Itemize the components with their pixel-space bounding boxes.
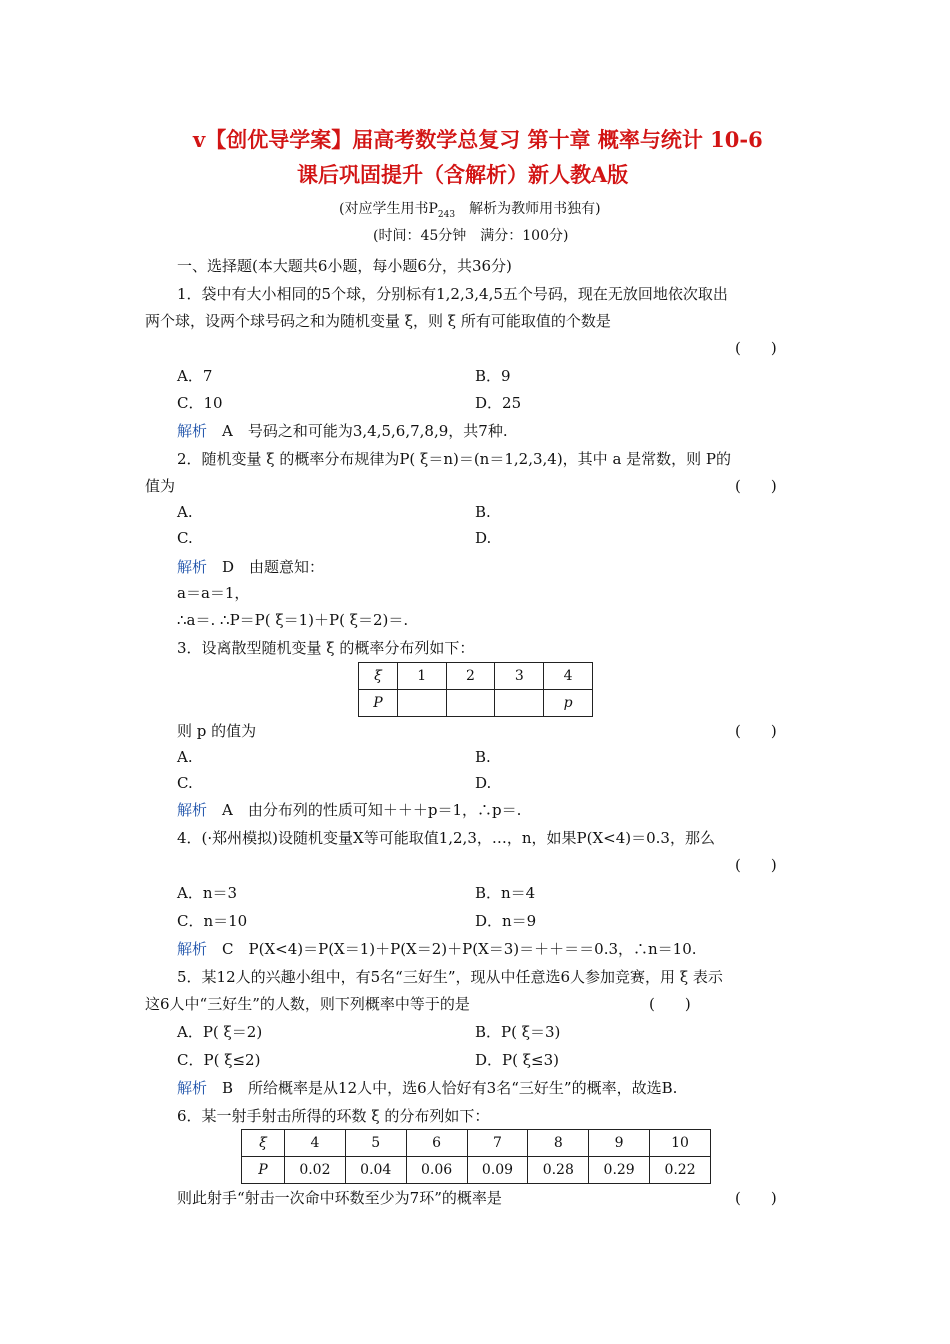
q5-option-c: C．P( ξ≤2) [177, 1051, 261, 1069]
q6-ask: 则此射手“射击一次命中环数至少为7环”的概率是 [177, 1189, 502, 1207]
q1-answer-bracket: ( ) [735, 339, 777, 357]
q5-answer-bracket: ( ) [649, 995, 691, 1013]
table-cell: 0.02 [285, 1157, 346, 1184]
table-row [242, 1130, 711, 1157]
q2-option-a: A. [177, 503, 193, 521]
table-cell: 3 [495, 663, 544, 690]
table-cell: 7 [467, 1130, 528, 1157]
table-cell: 6 [406, 1130, 467, 1157]
q2-option-b: B. [475, 503, 491, 521]
q3-stem: 3．设离散型随机变量 ξ 的概率分布列如下： [177, 639, 475, 657]
q5-option-b: B．P( ξ＝3) [475, 1023, 561, 1041]
table-cell: 0.29 [589, 1157, 650, 1184]
table-cell: 10 [650, 1130, 711, 1157]
q3-answer-bracket: ( ) [735, 722, 777, 740]
q2-answer-bracket: ( ) [735, 477, 777, 495]
q1-option-b: B．9 [475, 367, 511, 385]
table-cell: P [359, 690, 398, 717]
table-cell: p [544, 690, 593, 717]
q4-answer-bracket: ( ) [735, 856, 777, 874]
table-cell [495, 690, 544, 717]
q1-option-c: C．10 [177, 394, 223, 412]
table-cell: 0.04 [345, 1157, 406, 1184]
q3-option-a: A. [177, 748, 193, 766]
q3-ask: 则 p 的值为 [177, 722, 257, 740]
table-cell: 8 [528, 1130, 589, 1157]
q5-option-a: A．P( ξ＝2) [177, 1023, 263, 1041]
q1-option-a: A．7 [177, 367, 213, 385]
table-cell: 5 [345, 1130, 406, 1157]
doc-title-line1: v【创优导学案】届高考数学总复习 第十章 概率与统计 10-6 [193, 127, 763, 152]
q2-work-line2: ∴a＝. ∴P＝P( ξ＝1)＋P( ξ＝2)＝. [177, 611, 409, 629]
q6-distribution-table [241, 1129, 711, 1184]
table-cell: 9 [589, 1130, 650, 1157]
table-cell: 0.22 [650, 1157, 711, 1184]
table-cell: 0.06 [406, 1157, 467, 1184]
table-cell [397, 690, 446, 717]
time-limit: (时间：45分钟 满分：100分) [373, 228, 569, 244]
q1-stem-line1: 1．袋中有大小相同的5个球，分别标有1,2,3,4,5五个号码，现在无放回地依次取出 [177, 285, 728, 303]
table-cell: 2 [446, 663, 495, 690]
q2-option-d: D. [475, 529, 492, 547]
q5-analysis: 解析 B 所给概率是从12人中，选6人恰好有3名“三好生”的概率，故选B. [177, 1079, 678, 1097]
q4-stem-line1: 4．(·郑州模拟)设随机变量X等可能取值1,2,3，…，n，如果P(X<4)＝0.3，那么 [177, 829, 715, 847]
q4-analysis: 解析 C P(X<4)＝P(X＝1)＋P(X＝2)＋P(X＝3)＝＋＋＝＝0.3，∴n＝10. [177, 940, 697, 958]
q4-option-a: A．n＝3 [177, 884, 238, 902]
q5-stem-line2: 这6人中“三好生”的人数，则下列概率中等于的是 [145, 995, 470, 1013]
table-cell: 4 [544, 663, 593, 690]
analysis-label: 解析 [177, 801, 208, 819]
table-cell: 0.09 [467, 1157, 528, 1184]
q3-distribution-table [358, 662, 593, 717]
table-cell: 4 [285, 1130, 346, 1157]
analysis-label: 解析 [177, 1079, 208, 1097]
q3-analysis: 解析 A 由分布列的性质可知＋＋＋p＝1，∴p＝. [177, 801, 522, 819]
q4-option-d: D．n＝9 [475, 912, 537, 930]
analysis-label: 解析 [177, 940, 208, 958]
section-heading: 一、选择题(本大题共6小题，每小题6分，共36分) [177, 257, 512, 275]
q1-option-d: D．25 [475, 394, 522, 412]
q2-stem-line1: 2．随机变量 ξ 的概率分布规律为P( ξ＝n)＝(n＝1,2,3,4)，其中 a 是常数，则 P的 [177, 450, 732, 468]
q2-stem-line2: 值为 [145, 477, 176, 495]
q1-stem-line2: 两个球，设两个球号码之和为随机变量 ξ，则 ξ 所有可能取值的个数是 [145, 312, 611, 330]
table-cell: 0.28 [528, 1157, 589, 1184]
table-cell: ξ [359, 663, 398, 690]
book-reference: (对应学生用书$P_{243}$ 解析为教师用书独有) [339, 201, 601, 220]
q1-analysis: 解析 A 号码之和可能为3,4,5,6,7,8,9，共7种. [177, 422, 508, 440]
table-row [359, 663, 593, 690]
q3-option-d: D. [475, 774, 492, 792]
table-cell: P [242, 1157, 285, 1184]
q5-stem-line1: 5．某12人的兴趣小组中，有5名“三好生”，现从中任意选6人参加竞赛，用 ξ 表示 [177, 968, 723, 986]
q5-option-d: D．P( ξ≤3) [475, 1051, 559, 1069]
q4-option-b: B．n＝4 [475, 884, 536, 902]
table-row [242, 1157, 711, 1184]
q3-option-b: B. [475, 748, 491, 766]
q2-option-c: C. [177, 529, 193, 547]
table-cell [446, 690, 495, 717]
table-row [359, 690, 593, 717]
q6-stem: 6．某一射手射击所得的环数 ξ 的分布列如下： [177, 1107, 490, 1125]
q6-answer-bracket: ( ) [735, 1189, 777, 1207]
doc-title-line2: 课后巩固提升（含解析）新人教A版 [297, 162, 629, 187]
table-cell: 1 [397, 663, 446, 690]
q2-analysis: 解析 D 由题意知： [177, 558, 325, 576]
analysis-label: 解析 [177, 422, 208, 440]
table-cell: ξ [242, 1130, 285, 1157]
q3-option-c: C. [177, 774, 193, 792]
analysis-label: 解析 [177, 558, 208, 576]
q2-work-line1: a＝a＝1， [177, 584, 250, 602]
q4-option-c: C．n＝10 [177, 912, 248, 930]
